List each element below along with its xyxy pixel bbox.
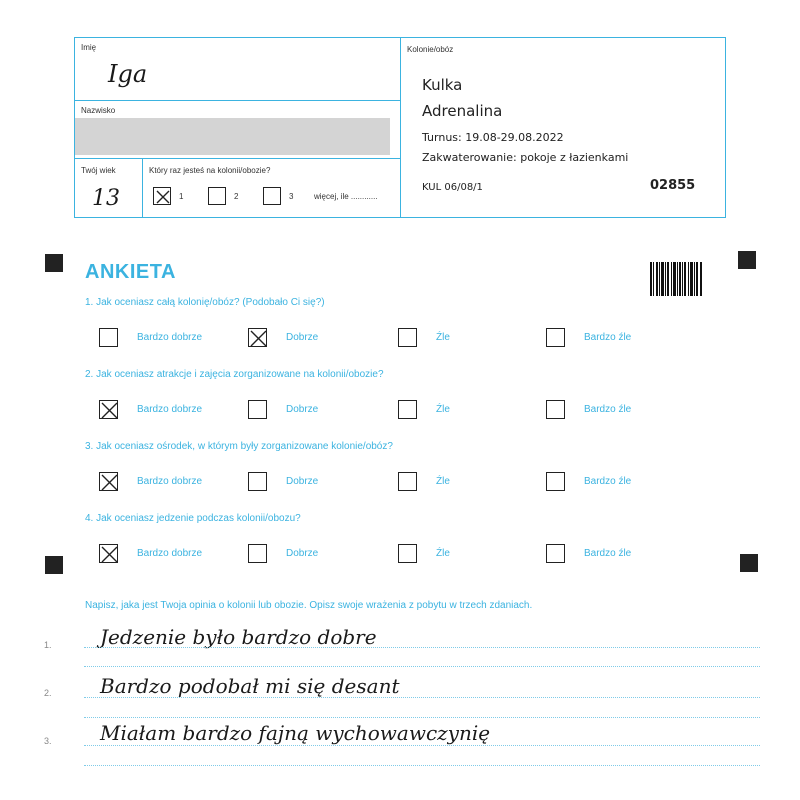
- q2-label-bardzo-zle: Bardzo źle: [584, 404, 632, 415]
- opinion-answer-3: Miałam bardzo fajną wychowawczynię: [100, 721, 491, 745]
- q3-label-bardzo-zle: Bardzo źle: [584, 476, 632, 487]
- question-1: 1. Jak oceniasz całą kolonię/obóz? (Podobało Ci się?): [85, 297, 325, 308]
- opinion-intro: Napisz, jaka jest Twoja opinia o kolonii lub obozie. Opisz swoje wrażenia z pobytu w trzech zdaniach.: [85, 600, 533, 611]
- times-checkbox-2[interactable]: [208, 187, 226, 205]
- q4-label-zle: Źle: [436, 548, 450, 559]
- question-4: 4. Jak oceniasz jedzenie podczas kolonii/obozu?: [85, 513, 301, 524]
- q4-option-dobrze[interactable]: [248, 544, 318, 563]
- q2-option-zle[interactable]: [398, 400, 450, 419]
- q1-checkbox-zle[interactable]: [398, 328, 417, 347]
- accommodation-text: Zakwaterowanie: pokoje z łazienkami: [422, 151, 629, 164]
- q4-label-bardzo-zle: Bardzo źle: [584, 548, 632, 559]
- q3-option-bardzo-dobrze[interactable]: [99, 472, 202, 491]
- q4-option-bardzo-dobrze[interactable]: [99, 544, 202, 563]
- q2-option-bardzo-dobrze[interactable]: [99, 400, 202, 419]
- q3-option-dobrze[interactable]: [248, 472, 318, 491]
- opinion-line-number-1: 1.: [44, 640, 52, 650]
- age-value: 13: [92, 186, 120, 211]
- check-x-icon: [98, 471, 121, 494]
- times-more: więcej, ile ............: [314, 192, 378, 201]
- age-label: Twój wiek: [81, 166, 116, 175]
- opinion-dotted-line-3b: [84, 765, 760, 766]
- q4-checkbox-zle[interactable]: [398, 544, 417, 563]
- opinion-answer-1: Jedzenie było bardzo dobre: [100, 625, 377, 649]
- q1-label-zle: Źle: [436, 332, 450, 343]
- q4-checkbox-bardzo-zle[interactable]: [546, 544, 565, 563]
- q3-option-zle[interactable]: [398, 472, 450, 491]
- name-label: Imię: [81, 43, 97, 52]
- camp-label: Kolonie/obóz: [407, 45, 454, 54]
- opinion-line-number-2: 2.: [44, 688, 52, 698]
- form-number: 02855: [650, 178, 696, 193]
- times-label: Który raz jesteś na kolonii/obozie?: [149, 166, 271, 175]
- opinion-dotted-line-1a: [84, 647, 760, 648]
- opinion-dotted-line-2a: [84, 697, 760, 698]
- barcode: [650, 262, 702, 296]
- check-x-icon: [247, 327, 270, 350]
- name-value: Iga: [108, 60, 148, 88]
- survey-title: ANKIETA: [85, 261, 176, 283]
- q3-label-dobrze: Dobrze: [286, 476, 319, 487]
- q3-checkbox-bardzo-zle[interactable]: [546, 472, 565, 491]
- check-x-icon: [98, 399, 121, 422]
- q2-checkbox-bardzo-dobrze[interactable]: [99, 400, 118, 419]
- q4-label-bardzo-dobrze: Bardzo dobrze: [137, 548, 203, 559]
- surname-label: Nazwisko: [81, 106, 116, 115]
- q3-checkbox-dobrze[interactable]: [248, 472, 267, 491]
- registration-mark-top-right: [738, 251, 756, 269]
- q2-label-zle: Źle: [436, 404, 450, 415]
- times-checkbox-3[interactable]: [263, 187, 281, 205]
- header-divider-surname: [74, 158, 400, 159]
- check-x-icon: [154, 188, 172, 206]
- times-option-3: 3: [289, 192, 294, 201]
- question-3: 3. Jak oceniasz ośrodek, w którym były zorganizowane kolonie/obóz?: [85, 441, 393, 452]
- q2-option-dobrze[interactable]: [248, 400, 318, 419]
- turnus-text: Turnus: 19.08-29.08.2022: [422, 131, 564, 144]
- q1-label-bardzo-dobrze: Bardzo dobrze: [137, 332, 203, 343]
- q3-label-zle: Źle: [436, 476, 450, 487]
- header-divider-name: [74, 100, 400, 101]
- opinion-line-number-3: 3.: [44, 736, 52, 746]
- header-divider-age: [142, 158, 143, 218]
- q4-label-dobrze: Dobrze: [286, 548, 319, 559]
- q2-label-bardzo-dobrze: Bardzo dobrze: [137, 404, 203, 415]
- opinion-dotted-line-3a: [84, 745, 760, 746]
- q2-checkbox-zle[interactable]: [398, 400, 417, 419]
- q1-checkbox-bardzo-zle[interactable]: [546, 328, 565, 347]
- q3-label-bardzo-dobrze: Bardzo dobrze: [137, 476, 203, 487]
- q1-option-bardzo-dobrze[interactable]: [99, 328, 202, 347]
- camp-name-line1: Kulka: [422, 76, 463, 94]
- q2-option-bardzo-zle[interactable]: [546, 400, 631, 419]
- q2-checkbox-dobrze[interactable]: [248, 400, 267, 419]
- q2-label-dobrze: Dobrze: [286, 404, 319, 415]
- opinion-answer-2: Bardzo podobał mi się desant: [100, 674, 400, 698]
- surname-redacted: [75, 118, 390, 155]
- opinion-dotted-line-2b: [84, 717, 760, 718]
- header-divider-vertical: [400, 37, 401, 218]
- opinion-dotted-line-1b: [84, 666, 760, 667]
- q4-option-zle[interactable]: [398, 544, 450, 563]
- q4-option-bardzo-zle[interactable]: [546, 544, 631, 563]
- times-option-2: 2: [234, 192, 239, 201]
- question-2: 2. Jak oceniasz atrakcje i zajęcia zorganizowane na kolonii/obozie?: [85, 369, 384, 380]
- q3-option-bardzo-zle[interactable]: [546, 472, 631, 491]
- times-option-1: 1: [179, 192, 184, 201]
- q1-option-dobrze[interactable]: [248, 328, 318, 347]
- q3-checkbox-zle[interactable]: [398, 472, 417, 491]
- registration-mark-bottom-right: [740, 554, 758, 572]
- q3-checkbox-bardzo-dobrze[interactable]: [99, 472, 118, 491]
- registration-mark-top-left: [45, 254, 63, 272]
- camp-name-line2: Adrenalina: [422, 102, 503, 120]
- q1-label-bardzo-zle: Bardzo źle: [584, 332, 632, 343]
- q1-checkbox-bardzo-dobrze[interactable]: [99, 328, 118, 347]
- registration-mark-bottom-left: [45, 556, 63, 574]
- q1-option-bardzo-zle[interactable]: [546, 328, 631, 347]
- times-checkbox-1[interactable]: [153, 187, 171, 205]
- check-x-icon: [98, 543, 121, 566]
- camp-code: KUL 06/08/1: [422, 182, 483, 193]
- q2-checkbox-bardzo-zle[interactable]: [546, 400, 565, 419]
- q4-checkbox-bardzo-dobrze[interactable]: [99, 544, 118, 563]
- q1-option-zle[interactable]: [398, 328, 450, 347]
- q4-checkbox-dobrze[interactable]: [248, 544, 267, 563]
- q1-checkbox-dobrze[interactable]: [248, 328, 267, 347]
- q1-label-dobrze: Dobrze: [286, 332, 319, 343]
